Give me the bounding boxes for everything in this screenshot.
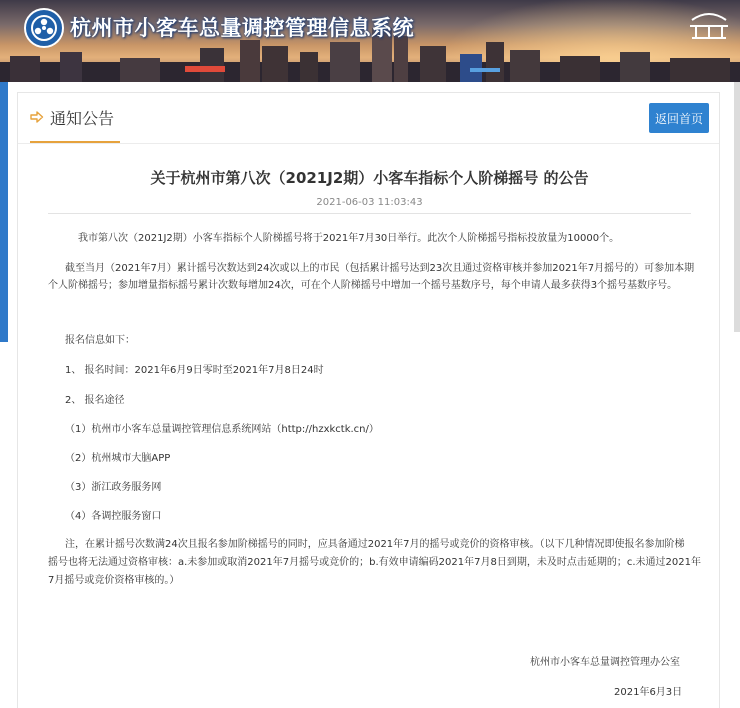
paragraph-1: 我市第八次（2021J2期）小客车指标个人阶梯摇号将于2021年7月30日举行。此次个人阶梯摇号指标投放量为10000个。	[78, 233, 620, 244]
paragraph-2-line-2: 个人阶梯摇号；参加增量指标摇号累计次数每增加24次，可在个人阶梯摇号中增加一个摇号基数序号，每个申请人最多获得3个摇号基数序号。	[48, 280, 678, 291]
note-line-1: 注，在累计摇号次数满24次且报名参加阶梯摇号的同时，应具备通过2021年7月的摇号或竞价的资格审核。（以下几种情况即使报名参加阶梯	[65, 539, 685, 550]
registration-heading: 报名信息如下：	[65, 335, 135, 346]
tab-label: 通知公告	[50, 108, 115, 128]
brand-mark-icon	[686, 4, 732, 44]
article-datetime: 2021-06-03 11:03:43	[316, 197, 423, 208]
registration-channels-heading: 2、 报名途径	[65, 395, 125, 406]
channel-website: （1）杭州市小客车总量调控管理信息系统网站（http://hzxkctk.cn/）	[65, 424, 379, 435]
title-divider	[48, 213, 691, 214]
note-line-3: 7月摇号或竞价资格审核的。）	[48, 575, 180, 586]
channel-app: （2）杭州城市大脑APP	[65, 453, 171, 464]
back-home-button[interactable]: 返回首页	[649, 103, 709, 133]
channel-zhejiang-gov: （3）浙江政务服务网	[65, 482, 162, 493]
paragraph-2-line-1: 截至当月（2021年7月）累计摇号次数达到24次或以上的市民（包括累计摇号达到23次且通过资格审核并参加2021年7月摇号的）可参加本期	[65, 263, 695, 274]
right-edge-strip	[734, 82, 740, 332]
note-line-2: 摇号也将无法通过资格审核：a.未参加或取消2021年7月摇号或竞价的；b.有效申请编码2021年7月8日到期，未及时点击延期的；c.未通过2021年	[48, 557, 701, 568]
header-banner	[0, 0, 740, 82]
logo-icon	[30, 14, 58, 42]
signature-office: 杭州市小客车总量调控管理办公室	[530, 657, 680, 668]
site-title: 杭州市小客车总量调控管理信息系统	[70, 16, 414, 40]
arrow-right-icon	[30, 110, 44, 124]
signature-date: 2021年6月3日	[614, 687, 683, 698]
left-edge-strip	[0, 82, 8, 342]
notice-card	[17, 92, 720, 708]
site-logo[interactable]	[24, 8, 64, 48]
article-title: 关于杭州市第八次（2021J2期）小客车指标个人阶梯摇号 的公告	[150, 169, 589, 187]
channel-service-window: （4）各调控服务窗口	[65, 511, 162, 522]
card-header	[18, 93, 719, 144]
registration-time: 1、 报名时间：2021年6月9日零时至2021年7月8日24时	[65, 365, 324, 376]
notice-tab[interactable]	[30, 93, 120, 143]
